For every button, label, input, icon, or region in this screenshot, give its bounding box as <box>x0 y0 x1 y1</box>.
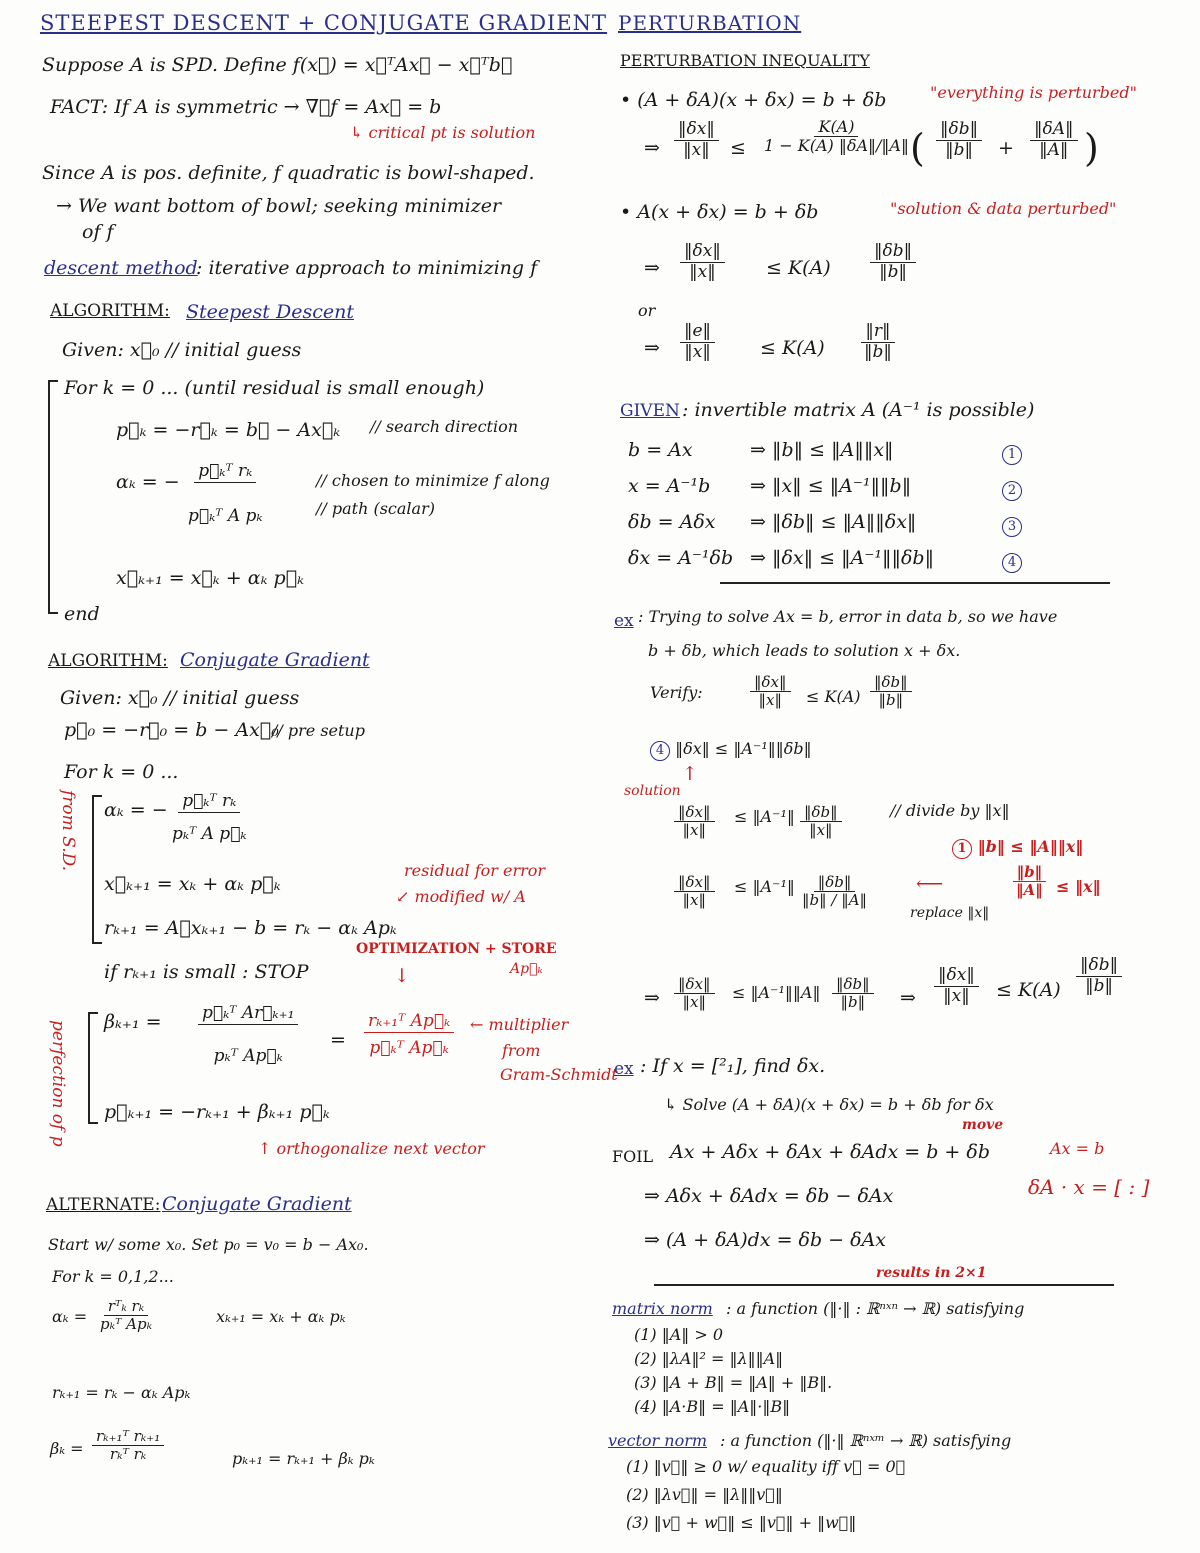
given-row-number <box>1002 550 1022 573</box>
verify-frac1-den: ‖x‖ <box>758 691 782 710</box>
cg-r-update: rₖ₊₁ = A⃗xₖ₊₁ − b = rₖ − αₖ Apₖ <box>104 917 397 939</box>
given-row-lhs: b = Ax <box>628 439 693 461</box>
given-row-rhs: ⇒ ‖δx‖ ≤ ‖A⁻¹‖‖δb‖ <box>750 547 935 569</box>
beta-fraction <box>198 1004 298 1066</box>
c1-number: 1 <box>952 839 972 859</box>
alternate-r-update: rₖ₊₁ = rₖ − αₖ Apₖ <box>52 1383 191 1402</box>
bullet1-implies: ⇒ <box>644 137 660 159</box>
matrix-norm-item: (2) ‖λA‖² = ‖λ‖‖A‖ <box>634 1349 784 1368</box>
algorithm2-name: Conjugate Gradient <box>180 649 370 671</box>
beta-numerator: p⃗ₖᵀ Ar⃗ₖ₊₁ <box>198 1004 298 1025</box>
bullet2-note: "solution & data perturbed" <box>890 199 1117 218</box>
given-row-lhs: δx = A⁻¹δb <box>628 547 734 569</box>
cg-alpha-denominator: pₖᵀ A p⃗ₖ <box>172 823 247 844</box>
cg-optimization-note-2: Ap⃗ₖ <box>510 961 543 977</box>
divider-1 <box>720 582 1110 584</box>
divider-2 <box>654 1284 1114 1286</box>
perturbation-title: PERTURBATION <box>618 11 802 35</box>
pk-note: // search direction <box>370 417 519 436</box>
rep2-frac <box>1012 864 1047 900</box>
up-arrow-icon: ↑ <box>682 763 698 785</box>
given-row-lhs: δb = Aδx <box>628 511 716 533</box>
given-row-number-circle: 2 <box>1002 481 1022 501</box>
fin-frac1-den: ‖x‖ <box>682 993 706 1012</box>
loop-bracket-2 <box>92 795 102 944</box>
foil-line-2: ⇒ Aδx + δAdx = δb − δAx <box>644 1185 894 1207</box>
step4-number: 4 <box>650 741 670 761</box>
given-row-rhs: ⇒ ‖x‖ ≤ ‖A⁻¹‖‖b‖ <box>750 475 912 497</box>
alternate-beta-denominator: rₖᵀ rₖ <box>109 1445 147 1464</box>
bullet1-le: ≤ <box>730 137 746 159</box>
alternate-beta-lhs: βₖ = <box>50 1439 84 1458</box>
bullet2-line: • A(x + δx) = b + δb <box>620 201 819 223</box>
beta-fraction-2 <box>364 1012 454 1058</box>
p0-note: // pre setup <box>272 721 365 740</box>
solution-label: solution <box>624 783 681 799</box>
fin-frac2 <box>832 976 874 1012</box>
algorithm2-label: ALGORITHM: <box>48 651 168 671</box>
bullet1-frac4-num: ‖δA‖ <box>1030 120 1078 141</box>
div-frac1 <box>674 804 715 840</box>
beta-note-1: ← multiplier <box>470 1015 569 1034</box>
loop-bracket-3 <box>88 1012 98 1124</box>
bullet3-frac2-den: ‖b‖ <box>864 341 892 362</box>
fin2-frac1-num: ‖δx‖ <box>934 966 979 987</box>
from-sd-label: from S.D. <box>58 790 78 872</box>
suppose-line: Suppose A is SPD. Define f(x⃗) = x⃗ᵀAx⃗ − x⃗ᵀb⃗ <box>42 54 513 76</box>
bullet1-frac3-den: ‖b‖ <box>945 139 973 160</box>
div-frac1-num: ‖δx‖ <box>674 804 715 822</box>
alternate-alpha-denominator: pₖᵀ Apₖ <box>100 1315 153 1334</box>
alternate-label: ALTERNATE: <box>46 1195 161 1215</box>
given-row-rhs: ⇒ ‖b‖ ≤ ‖A‖‖x‖ <box>750 439 894 461</box>
bullet2-frac1 <box>680 242 725 282</box>
vector-norm-label: vector norm <box>608 1431 708 1450</box>
want-line-2: of f <box>82 221 114 243</box>
bullet1-frac1-num: ‖δx‖ <box>674 120 719 141</box>
given-text: : invertible matrix A (A⁻¹ is possible) <box>682 399 1035 421</box>
beta-note-2: from <box>502 1041 541 1060</box>
alternate-alpha-lhs: αₖ = <box>52 1307 88 1326</box>
div-frac2-num: ‖δb‖ <box>800 804 842 822</box>
alternate-start: Start w/ some x₀. Set p₀ = v₀ = b − Ax₀. <box>48 1235 369 1254</box>
bullet2-frac2-den: ‖b‖ <box>879 261 907 282</box>
rep-frac2-num: ‖δb‖ <box>814 874 856 892</box>
vector-norm-text: : a function (‖·‖ ℝⁿˣᵐ → ℝ) satisfying <box>720 1431 1012 1450</box>
verify-mid: ≤ K(A) <box>806 687 861 706</box>
descent-method-label: descent method <box>44 257 198 279</box>
p0-line: p⃗₀ = −r⃗₀ = b − Ax⃗₀ <box>64 719 279 741</box>
fin2-frac2-den: ‖b‖ <box>1085 975 1113 996</box>
matrix-norm-label: matrix norm <box>612 1299 713 1318</box>
beta-lhs: βₖ₊₁ = <box>104 1011 162 1033</box>
vector-norm-item: (1) ‖v⃗‖ ≥ 0 w/ equality iff v⃗ = 0⃗ <box>626 1457 906 1476</box>
algorithm1-name: Steepest Descent <box>186 301 354 323</box>
cg-alpha-lhs: αₖ = − <box>104 799 168 821</box>
perturbation-inequality-label: PERTURBATION INEQUALITY <box>620 51 870 70</box>
alternate-for: For k = 0,1,2... <box>52 1267 174 1286</box>
alpha-note-2: // path (scalar) <box>316 499 435 518</box>
steepest-descent-title: STEEPEST DESCENT + CONJUGATE GRADIENT <box>40 11 608 35</box>
matrix-norm-item: (4) ‖A·B‖ = ‖A‖·‖B‖ <box>634 1397 791 1416</box>
replace-note: replace ‖x‖ <box>910 905 990 921</box>
bullet1-frac2-num: K(A) <box>814 118 858 137</box>
given1-line: Given: x⃗₀ // initial guess <box>62 339 302 361</box>
bullet1-plus: + <box>998 137 1014 159</box>
bullet1-frac4-den: ‖A‖ <box>1039 139 1069 160</box>
c1-rule-line <box>952 838 1083 859</box>
alternate-name: Conjugate Gradient <box>162 1193 352 1215</box>
for2-line: For k = 0 ... <box>64 761 179 783</box>
results-note: results in 2×1 <box>876 1265 987 1281</box>
verify-frac1 <box>750 674 791 710</box>
given-row-number <box>1002 442 1022 465</box>
bullet3-frac1 <box>680 322 715 362</box>
given-row-number-circle: 1 <box>1002 445 1022 465</box>
bullet1-frac4 <box>1030 120 1078 160</box>
rep2-frac-den: ‖A‖ <box>1016 881 1043 900</box>
orthogonalize-note: ↑ orthogonalize next vector <box>258 1139 485 1158</box>
foil-line: Ax + Aδx + δAx + δAdx = b + δb <box>670 1141 990 1163</box>
rep-frac1-num: ‖δx‖ <box>674 874 715 892</box>
replace-arrow-icon: ⟵ <box>916 873 944 895</box>
beta-denominator-2: p⃗ₖᵀ Ap⃗ₖ <box>369 1037 449 1058</box>
verify-frac2-den: ‖b‖ <box>878 691 904 710</box>
given-label: GIVEN <box>620 401 680 421</box>
bullet2-implies: ⇒ <box>644 257 660 279</box>
cg-stop-line: if rₖ₊₁ is small : STOP <box>104 961 309 983</box>
given-row-number <box>1002 514 1022 537</box>
fin-frac2-den: ‖b‖ <box>840 993 866 1012</box>
divide-note: // divide by ‖x‖ <box>890 801 1010 820</box>
div-frac2-den: ‖x‖ <box>809 821 833 840</box>
x-update-line: x⃗ₖ₊₁ = x⃗ₖ + αₖ p⃗ₖ <box>116 567 305 589</box>
verify-frac1-num: ‖δx‖ <box>750 674 791 692</box>
final-implies: ⇒ <box>644 987 660 1009</box>
perfection-label: perfection of p <box>48 1020 68 1147</box>
end-line: end <box>64 603 100 625</box>
move-note: move <box>962 1117 1004 1133</box>
ex1-label: ex <box>614 611 634 631</box>
bullet3-frac2 <box>860 322 896 362</box>
fin2-frac2 <box>1076 956 1122 996</box>
rep2-frac-num: ‖b‖ <box>1013 864 1047 882</box>
div-mid: ≤ ‖A⁻¹‖ <box>734 807 795 826</box>
matrix-norm-text: : a function (‖·‖ : ℝⁿˣⁿ → ℝ) satisfying <box>726 1299 1025 1318</box>
beta-numerator-2: rₖ₊₁ᵀ Ap⃗ₖ <box>364 1012 454 1033</box>
bullet1-frac2-den: 1 − K(A) ‖δA‖/‖A‖ <box>764 136 909 156</box>
fin-mid: ≤ ‖A⁻¹‖‖A‖ <box>732 983 821 1002</box>
div-frac1-den: ‖x‖ <box>682 821 706 840</box>
rep-frac2 <box>798 874 871 910</box>
alternate-alpha-numerator: rᵀₖ rₖ <box>104 1298 148 1316</box>
rep-frac1 <box>674 874 715 910</box>
given2-line: Given: x⃗₀ // initial guess <box>60 687 300 709</box>
left-paren-icon: ( <box>910 126 925 170</box>
bullet1-line: • (A + δA)(x + δx) = b + δb <box>620 89 887 111</box>
right-paren-icon: ) <box>1084 126 1099 170</box>
ex2-solve: ↳ Solve (A + δA)(x + δx) = b + δb for δx <box>664 1095 994 1114</box>
bullet1-note: "everything is perturbed" <box>930 83 1137 102</box>
rep2-rhs: ≤ ‖x‖ <box>1056 877 1101 896</box>
bullet3-mid: ≤ K(A) <box>760 337 825 359</box>
bullet2-frac1-num: ‖δx‖ <box>680 242 725 263</box>
foil-line-3: ⇒ (A + δA)dx = δb − δAx <box>644 1229 887 1251</box>
fin-frac2-num: ‖δb‖ <box>832 976 874 994</box>
matrix-norm-item: (1) ‖A‖ > 0 <box>634 1325 724 1344</box>
cg-residual-note-1: residual for error <box>404 861 546 880</box>
fact-line: FACT: If A is symmetric → ∇⃗f = Ax⃗ = b <box>50 96 442 118</box>
dax-note: δA · x = [ : ] <box>1028 1175 1150 1199</box>
alternate-x-update: xₖ₊₁ = xₖ + αₖ pₖ <box>216 1307 346 1326</box>
ex2-label: ex <box>614 1059 634 1079</box>
final-implies-2: ⇒ <box>900 987 916 1009</box>
foil-label: FOIL <box>612 1147 654 1166</box>
step4-text: ‖δx‖ ≤ ‖A⁻¹‖‖δb‖ <box>675 739 812 758</box>
cg-alpha-numerator: p⃗ₖᵀ rₖ <box>178 792 240 813</box>
p-next-line: p⃗ₖ₊₁ = −rₖ₊₁ + βₖ₊₁ p⃗ₖ <box>104 1101 330 1123</box>
fin2-frac1-den: ‖x‖ <box>943 985 970 1006</box>
vector-norm-item: (2) ‖λv⃗‖ = ‖λ‖‖v⃗‖ <box>626 1485 783 1504</box>
fact-note: ↳ critical pt is solution <box>350 123 536 142</box>
alpha-lhs: αₖ = − <box>116 471 180 493</box>
verify-frac2-num: ‖δb‖ <box>870 674 912 692</box>
fin2-frac1 <box>934 966 979 1006</box>
c1-rule: ‖b‖ ≤ ‖A‖‖x‖ <box>977 837 1084 856</box>
div-frac2 <box>800 804 842 840</box>
verify-frac2 <box>870 674 912 710</box>
rep-frac2-den: ‖b‖ / ‖A‖ <box>802 891 868 910</box>
bullet1-frac1 <box>674 120 719 160</box>
beta-denominator: pₖᵀ Ap⃗ₖ <box>213 1045 283 1066</box>
bullet2-frac1-den: ‖x‖ <box>689 261 716 282</box>
vector-norm-item: (3) ‖v⃗ + w⃗‖ ≤ ‖v⃗‖ + ‖w⃗‖ <box>626 1513 857 1532</box>
bullet3-frac1-den: ‖x‖ <box>684 341 711 362</box>
given-row-number-circle: 3 <box>1002 517 1022 537</box>
or-label: or <box>638 301 656 320</box>
cg-alpha-fraction <box>168 792 251 844</box>
alpha-fraction <box>184 462 267 526</box>
descent-method-text: : iterative approach to minimizing f <box>196 257 538 279</box>
ex1-text-2: b + δb, which leads to solution x + δx. <box>648 641 961 660</box>
alpha-note-1: // chosen to minimize f along <box>316 471 550 490</box>
down-arrow-icon: ↓ <box>394 965 410 987</box>
since-line: Since A is pos. definite, f quadratic is bowl-shaped. <box>42 162 535 184</box>
bullet2-mid: ≤ K(A) <box>766 257 831 279</box>
loop-bracket-1 <box>48 380 58 614</box>
fin-frac1-num: ‖δx‖ <box>674 976 715 994</box>
bullet3-frac1-num: ‖e‖ <box>680 322 715 343</box>
want-line: → We want bottom of bowl; seeking minimizer <box>56 195 502 217</box>
bullet1-frac3-num: ‖δb‖ <box>936 120 982 141</box>
bullet2-frac2-num: ‖δb‖ <box>870 242 916 263</box>
beta-note-3: Gram-Schmidt <box>500 1065 618 1084</box>
verify-label: Verify: <box>650 683 703 702</box>
ex2-text: : If x = [²₁], find δx. <box>640 1055 826 1077</box>
given-row-number-circle: 4 <box>1002 553 1022 573</box>
bullet1-frac3 <box>936 120 982 160</box>
fin2-mid: ≤ K(A) <box>996 979 1061 1001</box>
alternate-p-update: pₖ₊₁ = rₖ₊₁ + βₖ pₖ <box>232 1449 375 1468</box>
given-row-lhs: x = A⁻¹b <box>628 475 711 497</box>
pk-line: p⃗ₖ = −r⃗ₖ = b⃗ − Ax⃗ₖ <box>116 419 341 441</box>
step4-line <box>650 740 812 761</box>
ex1-text-1: : Trying to solve Ax = b, error in data b, so we have <box>638 607 1058 626</box>
ax-equals-b-note: Ax = b <box>1050 1139 1105 1158</box>
given-row-rhs: ⇒ ‖δb‖ ≤ ‖A‖‖δx‖ <box>750 511 917 533</box>
bullet3-frac2-num: ‖r‖ <box>861 322 894 343</box>
alternate-beta-numerator: rₖ₊₁ᵀ rₖ₊₁ <box>92 1428 164 1446</box>
alpha-denominator: p⃗ₖᵀ A pₖ <box>188 505 263 526</box>
algorithm1-label: ALGORITHM: <box>50 301 170 321</box>
fin-frac1 <box>674 976 715 1012</box>
alpha-numerator: p⃗ₖᵀ rₖ <box>194 462 256 483</box>
beta-equals: = <box>330 1029 346 1051</box>
rep-frac1-den: ‖x‖ <box>682 891 706 910</box>
cg-x-update: x⃗ₖ₊₁ = xₖ + αₖ p⃗ₖ <box>104 873 281 895</box>
bullet2-frac2 <box>870 242 916 282</box>
matrix-norm-item: (3) ‖A + B‖ = ‖A‖ + ‖B‖. <box>634 1373 833 1392</box>
alternate-alpha-fraction <box>96 1298 156 1334</box>
bullet1-frac1-den: ‖x‖ <box>683 139 710 160</box>
given-row-number <box>1002 478 1022 501</box>
cg-optimization-note: OPTIMIZATION + STORE <box>356 941 557 957</box>
bullet1-frac2 <box>760 118 913 156</box>
alternate-beta-fraction <box>92 1428 164 1464</box>
bullet3-implies: ⇒ <box>644 337 660 359</box>
rep-mid: ≤ ‖A⁻¹‖ <box>734 877 795 896</box>
fin2-frac2-num: ‖δb‖ <box>1076 956 1122 977</box>
for1-line: For k = 0 ... (until residual is small enough) <box>64 377 485 399</box>
cg-residual-note-2: ↙ modified w/ A <box>396 887 526 906</box>
